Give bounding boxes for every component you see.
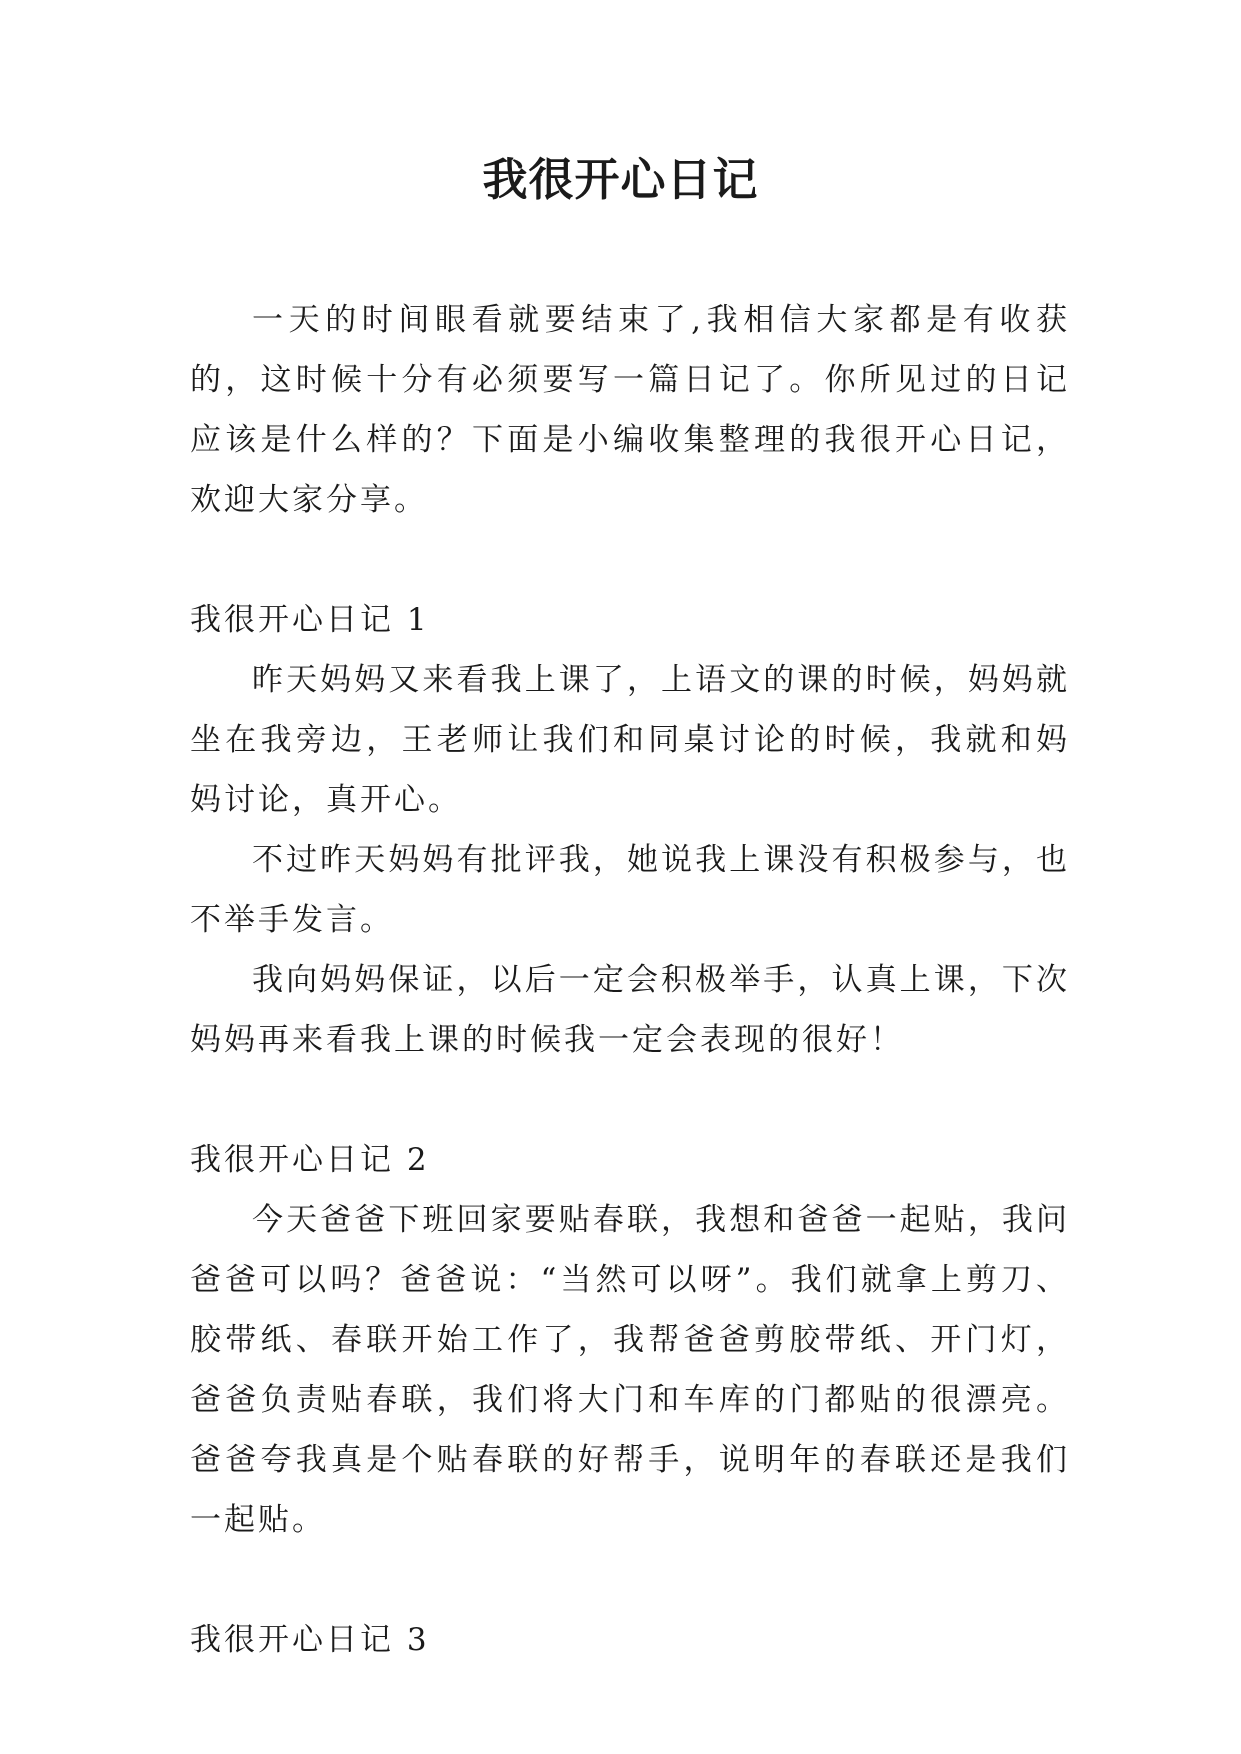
section-gap <box>190 530 1070 590</box>
section-1-paragraph-3: 我向妈妈保证，以后一定会积极举手，认真上课，下次妈妈再来看我上课的时候我一定会表现的很好！ <box>190 962 1070 1058</box>
section-1-paragraph-2: 不过昨天妈妈有批评我，她说我上课没有积极参与，也不举手发言。 <box>190 842 1070 938</box>
section-heading-1: 我很开心日记 1 <box>190 602 430 638</box>
page-title: 我很开心日记 <box>482 153 759 206</box>
intro-paragraph: 一天的时间眼看就要结束了,我相信大家都是有收获的，这时候十分有必须要写一篇日记了。你所见过的日记应该是什么样的？下面是小编收集整理的我很开心日记，欢迎大家分享。 <box>190 302 1070 518</box>
section-heading-2: 我很开心日记 2 <box>190 1142 430 1178</box>
section-2-paragraph-1: 今天爸爸下班回家要贴春联，我想和爸爸一起贴，我问爸爸可以吗？爸爸说：“当然可以呀”。我们就拿上剪刀、胶带纸、春联开始工作了，我帮爸爸剪胶带纸、开门灯，爸爸负责贴春联，我们将大门和车库的门都贴的很漂亮。爸爸夸我真是个贴春联的好帮手，说明年的春联还是我们一起贴。 <box>190 1202 1070 1538</box>
section-gap <box>190 1070 1070 1130</box>
section-heading-3: 我很开心日记 3 <box>190 1622 430 1658</box>
section-1-paragraph-1: 昨天妈妈又来看我上课了，上语文的课的时候，妈妈就坐在我旁边，王老师让我们和同桌讨论的时候，我就和妈妈讨论，真开心。 <box>190 662 1070 818</box>
document-body <box>190 290 1070 1670</box>
section-gap <box>190 1550 1070 1610</box>
